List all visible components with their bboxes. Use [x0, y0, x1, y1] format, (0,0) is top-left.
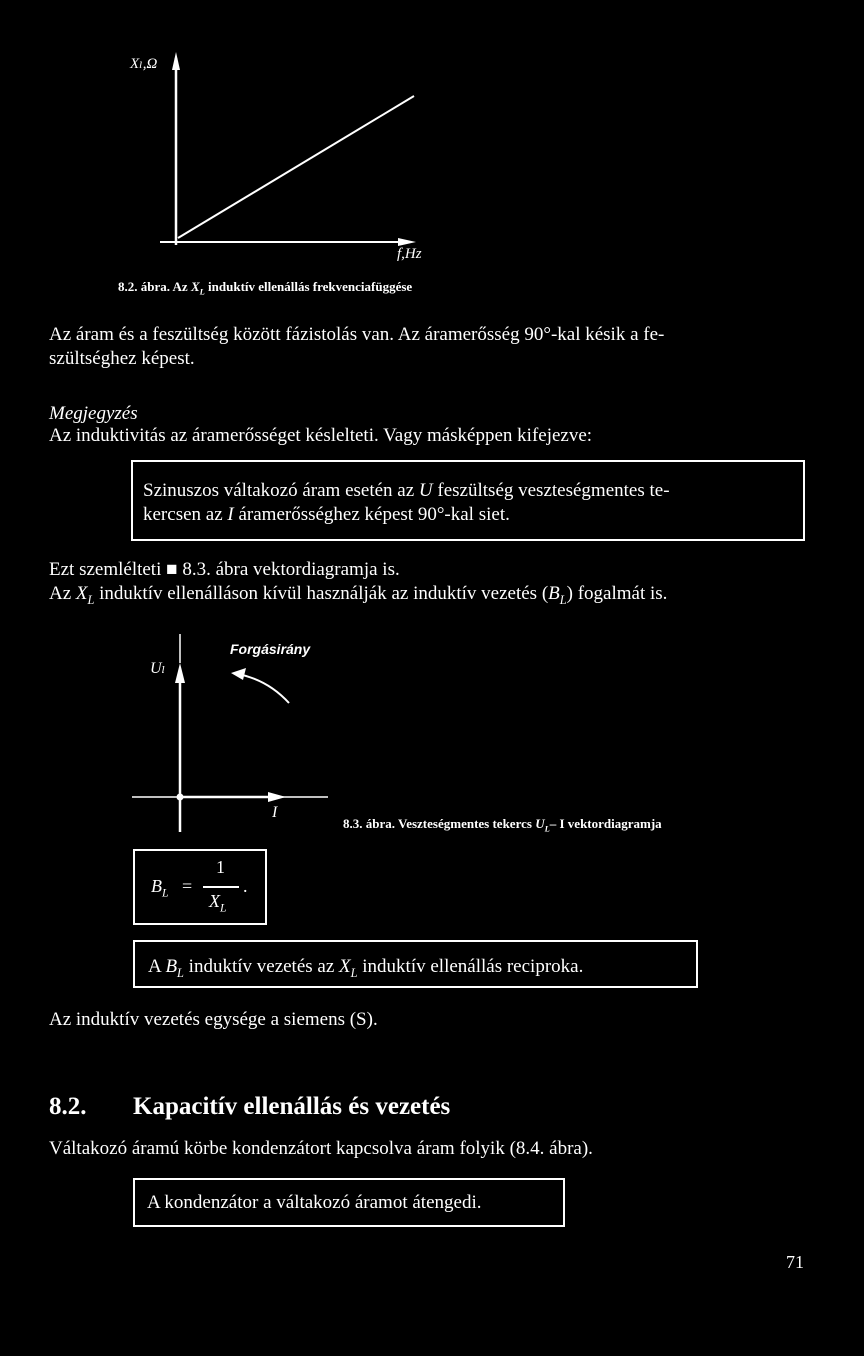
section-title: Kapacitív ellenállás és vezetés	[133, 1093, 451, 1120]
note-text: Az induktivitás az áramerősséget késlelteti. Vagy másképpen kifejezve:	[49, 425, 593, 446]
section-number: 8.2.	[49, 1093, 87, 1120]
i-vector-label: I	[272, 804, 278, 821]
rotation-direction-label: Forgásirány	[230, 641, 311, 657]
note-heading: Megjegyzés	[49, 403, 138, 424]
formula-dot: .	[243, 876, 248, 896]
page-number: 71	[786, 1252, 804, 1272]
formula-numerator: 1	[216, 857, 225, 877]
formula-equals: =	[182, 876, 193, 896]
rotation-arrowhead	[231, 668, 246, 680]
origin-point	[177, 794, 184, 801]
rotation-arc	[238, 674, 289, 703]
formula-denominator: $X_L$	[209, 891, 227, 915]
i-vector-arrow	[268, 792, 286, 802]
definition-box-conductance-text: A $B_L$ induktív vezetés az $X_L$ induktív ellenállás reciproka.	[148, 956, 584, 980]
definition-box-inductor-text: Szinuszos váltakozó áram esetén az U feszültség veszteségmentes te- kercsen az I áramerősséghez képest 90°-kal siet.	[143, 480, 670, 525]
paragraph-siemens: Az induktív vezetés egysége a siemens (S).	[49, 1009, 378, 1030]
definition-box-capacitor-text: A kondenzátor a váltakozó áramot átengedi.	[147, 1192, 482, 1213]
u-vector-arrow	[175, 663, 185, 683]
formula-box	[133, 849, 267, 925]
fraction-bar	[203, 886, 239, 888]
paragraph-vector-diagram: Ezt szemlélteti ■ 8.3. ábra vektordiagramja is. Az $X_L$ induktív ellenálláson kívül használják az induktív vezetés $(B_L)$ fogalmát is.	[49, 559, 668, 607]
u-vector-label: Uₗ	[150, 660, 166, 677]
formula-lhs: $B_L$	[151, 876, 169, 900]
figure-8-3-caption: 8.3. ábra. Veszteségmentes tekercs $U_L-$ I vektordiagramja	[343, 816, 662, 834]
figure-8-2-caption: 8.2. ábra. Az $X_L$ induktív ellenállás frekvenciafüggése	[118, 279, 413, 297]
paragraph-phase-shift: Az áram és a feszültség között fázistolás van. Az áramerősség 90°-kal késik a fe- szültséghez képest.	[49, 324, 665, 369]
y-axis-label: Xₗ,Ω	[130, 56, 158, 72]
x-axis-label: f,Hz	[397, 246, 422, 262]
paragraph-capacitor-circuit: Váltakozó áramú körbe kondenzátort kapcsolva áram folyik (8.4. ábra).	[49, 1138, 593, 1159]
